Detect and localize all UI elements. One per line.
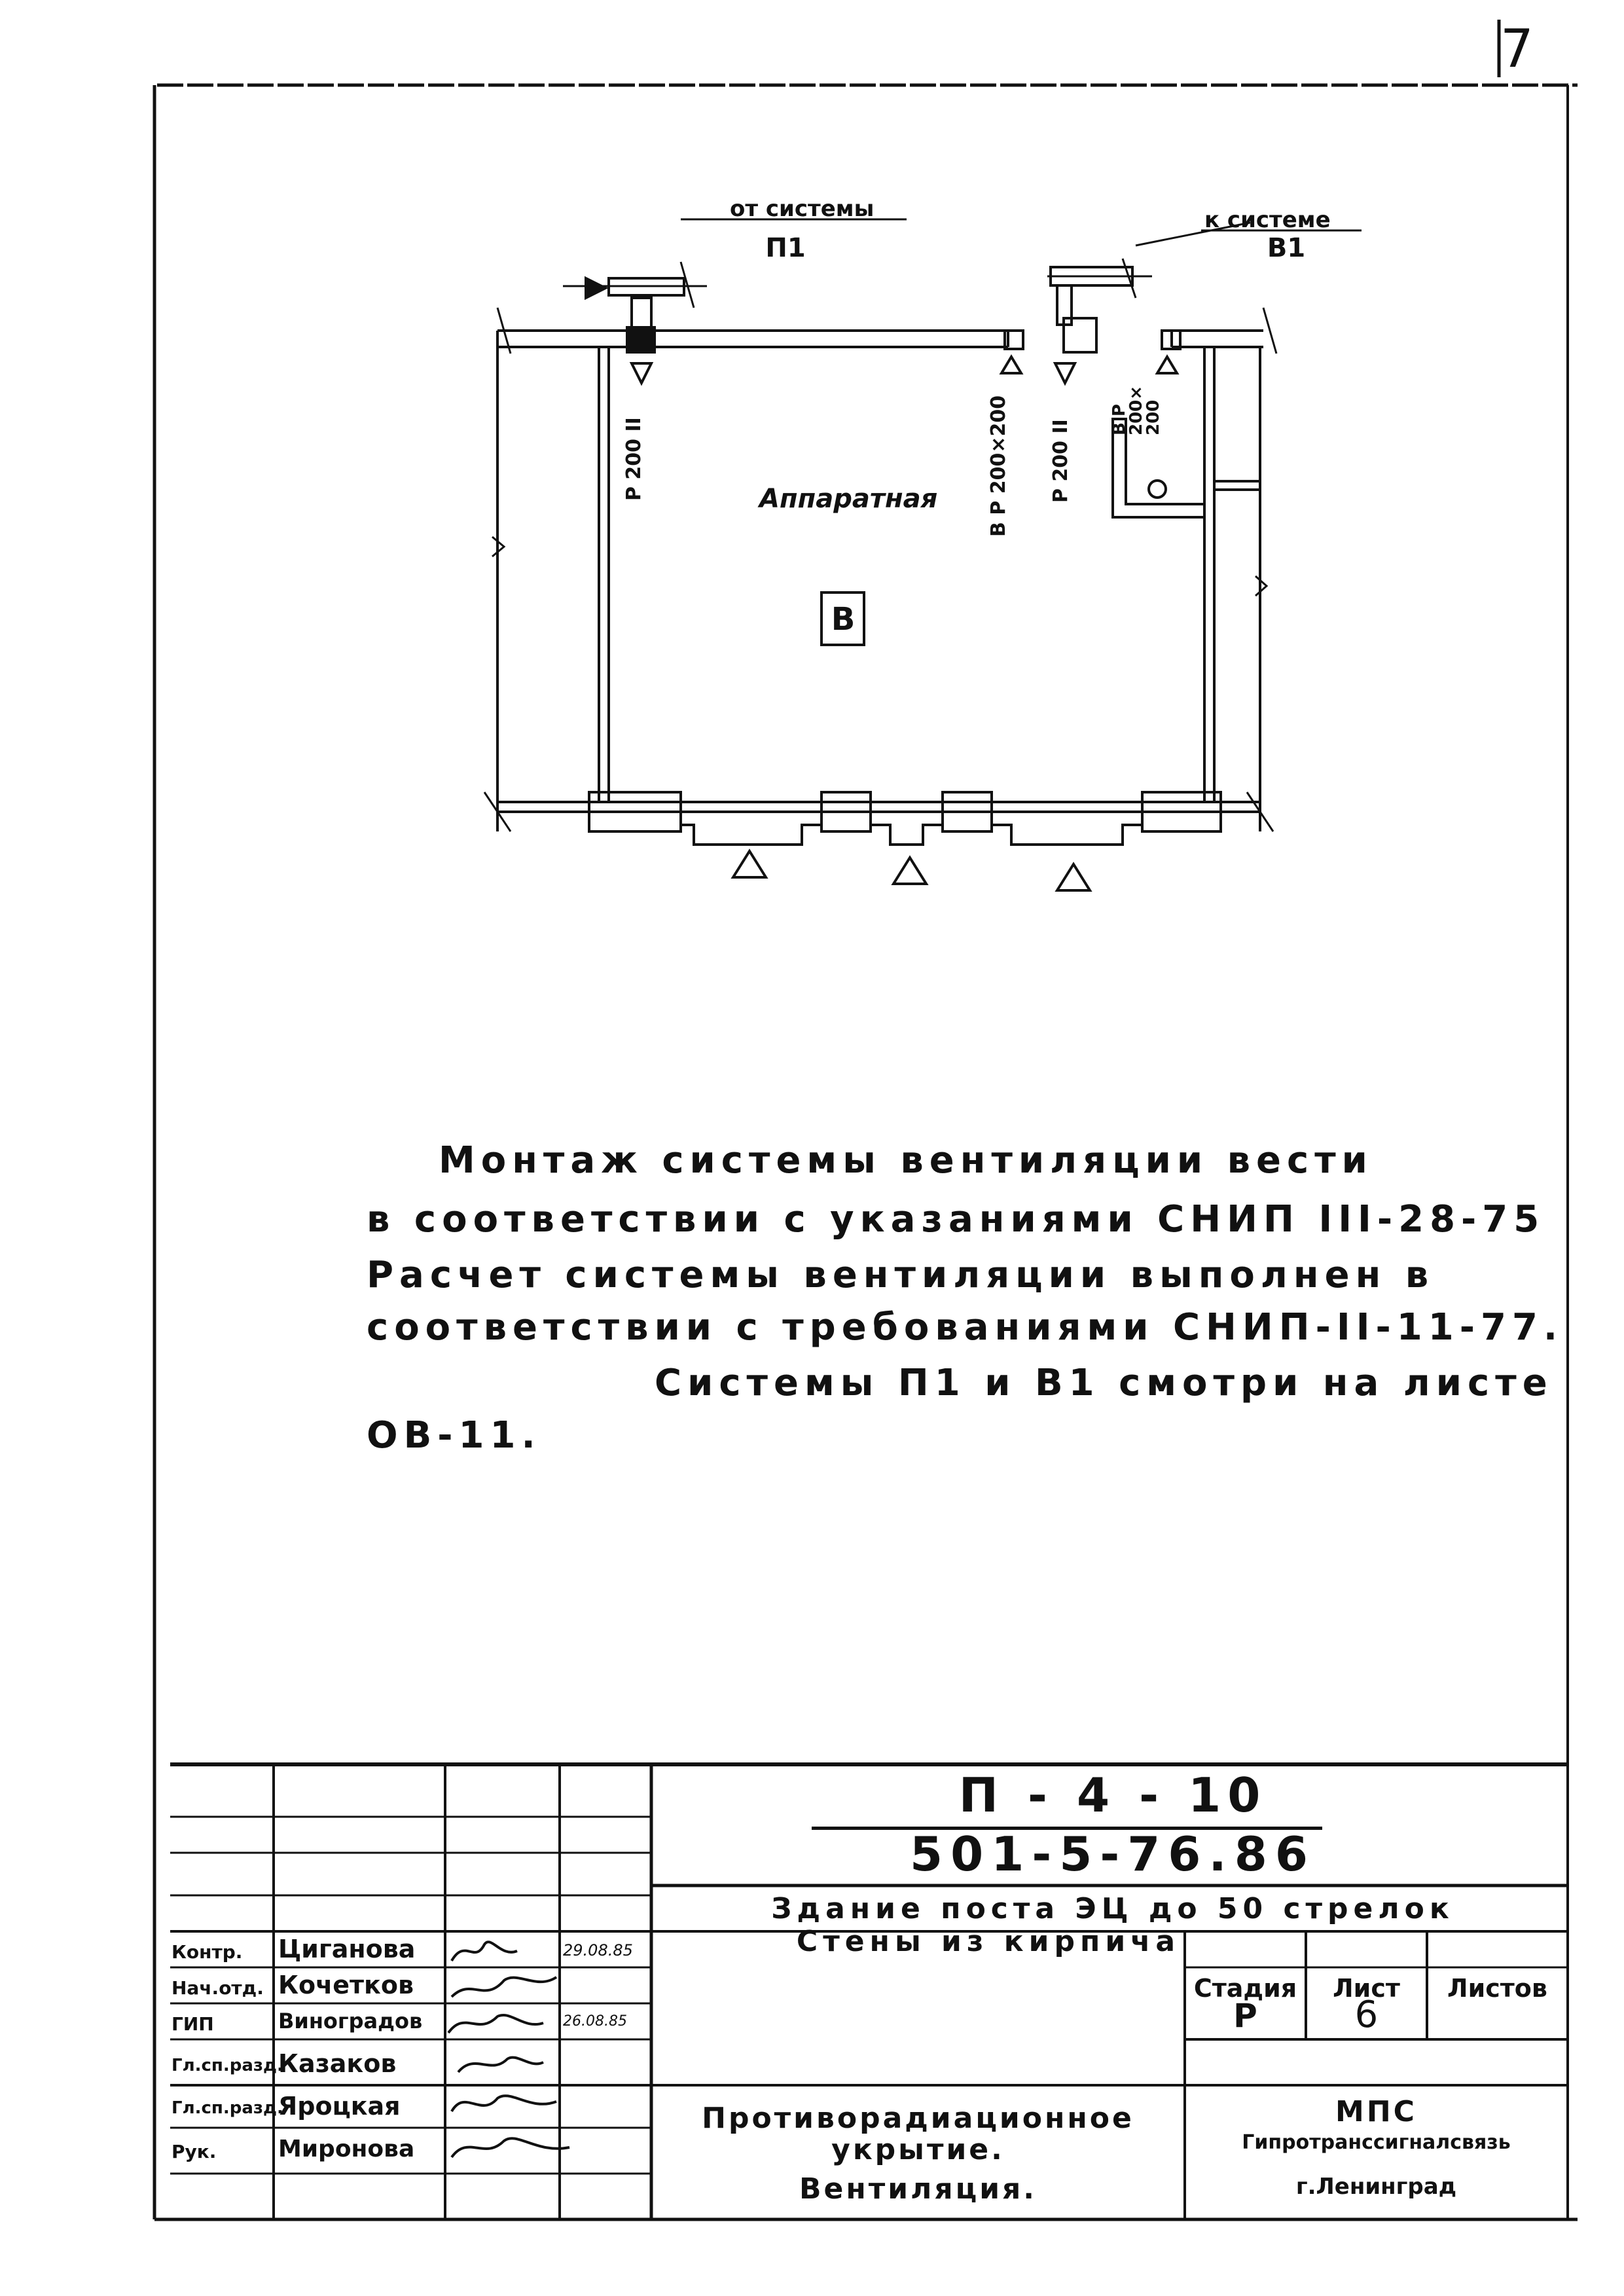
date-1: 29.08.85	[563, 1941, 633, 1959]
sheet-frame	[154, 20, 1578, 2219]
room-name: Аппаратная	[759, 484, 938, 514]
supply-duct-p1	[563, 219, 907, 383]
grille-mid-label-2: Р 200 II	[1049, 419, 1072, 503]
sheet-title-1: Противорадиационное	[702, 2102, 1134, 2135]
from-system-code: П1	[765, 233, 806, 263]
project-title-1: Здание поста ЭЦ до 50 стрелок	[771, 1892, 1454, 1925]
floor-plan	[484, 308, 1276, 890]
name-3: Виноградов	[278, 2009, 423, 2033]
role-5: Гл.сп.разд.	[171, 2098, 283, 2118]
room-category: В	[831, 601, 856, 638]
from-system-label: от системы	[730, 196, 875, 222]
sheet-title-2: укрытие.	[831, 2133, 1005, 2166]
grille-right-label-1: В Р	[1110, 404, 1129, 435]
name-5: Яроцкая	[278, 2092, 401, 2121]
doc-code-top: П - 4 - 10	[958, 1768, 1267, 1823]
signatures	[445, 1931, 651, 2174]
note-line-1: Монтаж системы вентиляции вести	[439, 1139, 1373, 1182]
to-system-code: В1	[1267, 233, 1306, 263]
note-line-6: ОВ-11.	[367, 1414, 541, 1457]
role-6: Рук.	[171, 2141, 217, 2162]
grille-mid-label-1: В Р 200×200	[987, 395, 1010, 537]
grille-right-label-2: 200×	[1127, 385, 1146, 435]
sheets-header: Листов	[1447, 1974, 1547, 2003]
note-line-3: Расчет системы вентиляции выполнен в	[367, 1254, 1435, 1296]
note-line-2: в соответствии с указаниями СНИП III-28-75	[367, 1198, 1545, 1241]
date-3: 26.08.85	[563, 2013, 627, 2030]
sheet-number: 7	[1500, 18, 1534, 79]
org-1: МПС	[1335, 2095, 1417, 2128]
sheet-title-3: Вентиляция.	[799, 2172, 1037, 2206]
role-3: ГИП	[171, 2013, 214, 2035]
grille-left-label: Р 200 II	[623, 417, 645, 501]
note-line-5: Системы П1 и В1 смотри на листе	[655, 1362, 1553, 1404]
stage-header: Стадия	[1193, 1974, 1297, 2003]
note-line-4: соответствии с требованиями СНИП-II-11-77.	[367, 1306, 1564, 1349]
stage-value: Р	[1233, 1997, 1257, 2035]
name-1: Циганова	[278, 1935, 416, 1963]
name-2: Кочетков	[278, 1971, 414, 1999]
role-1: Контр.	[171, 1941, 243, 1963]
role-2: Нач.отд.	[171, 1977, 264, 1999]
doc-code-bottom: 501-5-76.86	[910, 1827, 1316, 1882]
sheet-header: Лист	[1333, 1974, 1400, 2003]
name-4: Казаков	[278, 2049, 397, 2078]
sheet-value: 6	[1354, 1994, 1379, 2036]
org-2: Гипротранссигналсвязь	[1242, 2131, 1511, 2154]
grille-right-label-3: 200	[1144, 399, 1163, 435]
project-title-2: Стены из кирпича	[796, 1925, 1181, 1958]
to-system-label: к системе	[1204, 207, 1331, 233]
org-3: г.Ленинград	[1295, 2174, 1457, 2200]
name-6: Миронова	[278, 2136, 415, 2162]
role-4: Гл.сп.разд.	[171, 2056, 283, 2075]
